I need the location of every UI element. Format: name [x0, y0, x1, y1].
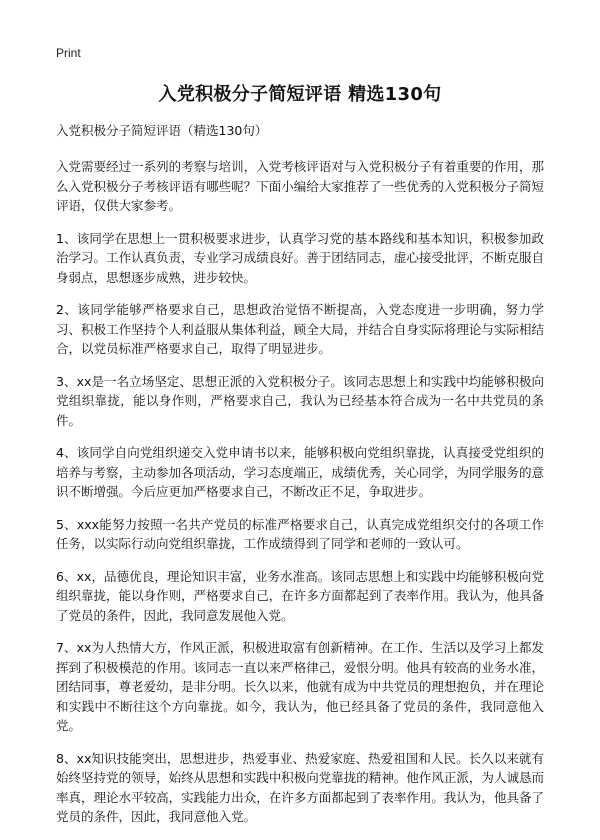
comment-item-2: 2、该同学能够严格要求自己，思想政治觉悟不断提高，入党态度进一步明确，努力学习、积极工作坚持个人利益服从集体利益，顾全大局，并结合自身实际将理论与实际相结合，以党员标准严格要求自己，取得了明显进步。 — [56, 302, 544, 356]
comment-item-5: 5、xxx能努力按照一名共产党员的标准严格要求自己，认真完成党组织交付的各项工作任务，以实际行动向党组织靠拢，工作成绩得到了同学和老师的一致认可。 — [56, 516, 544, 551]
comment-item-4: 4、该同学自向党组织递交入党申请书以来，能够积极向党组织靠拢，认真接受党组织的培养与考察，主动参加各项活动，学习态度端正，成绩优秀，关心同学，为同学服务的意识不断增强。今后应更加严格要求自己，不断改正不足，争取进步。 — [56, 445, 544, 499]
print-link[interactable]: Print — [56, 46, 81, 60]
article-subtitle: 入党积极分子简短评语（精选130句） — [56, 123, 268, 138]
comment-item-7: 7、xx为人热情大方，作风正派，积极进取富有创新精神。在工作、生活以及学习上都发挥到了积极模范的作用。该同志一直以来严格律己，爱恨分明。他具有较高的业务水准，团结同事，尊老爱幼，是非分明。长久以来，他就有成为中共党员的理想抱负，并在理论和实践中不断往这个方向靠拢。如今，我认为，他已经具备了党员的条件，我同意他入党。 — [56, 640, 544, 733]
comment-item-3: 3、xx是一名立场坚定、思想正派的入党积极分子。该同志思想上和实践中均能够积极向党组织靠拢，能以身作则，严格要求自己，我认为已经基本符合成为一名中共党员的条件。 — [56, 373, 544, 428]
comment-item-1: 1、该同学在思想上一贯积极要求进步，认真学习党的基本路线和基本知识，积极参加政治学习。工作认真负责，专业学习成绩良好。善于团结同志，虚心接受批评，不断克服自身弱点，思想逐步成熟，进步较快。 — [56, 230, 544, 285]
comment-item-8: 8、xx知识技能突出，思想进步，热爱事业、热爱家庭、热爱祖国和人民。长久以来就有始终坚持党的领导，始终从思想和实践中积极向党靠拢的精神。他作风正派，为人诚恳而率真，理论水平较高，实践能力出众，在许多方面都起到了表率作用。我认为，他具备了党员的条件，因此，我同意他入党。 — [56, 750, 544, 824]
article-body — [56, 121, 544, 840]
document-title: 入党积极分子简短评语 精选130句 — [158, 84, 442, 105]
comment-item-6: 6、xx，品德优良，理论知识丰富，业务水准高。该同志思想上和实践中均能够积极向党组织靠拢，能以身作则，严格要求自己，在许多方面都起到了表率作用。我认为，他具备了党员的条件，因此，我同意发展他入党。 — [56, 568, 544, 623]
intro-paragraph: 入党需要经过一系列的考察与培训，入党考核评语对与入党积极分子有着重要的作用，那么入党积极分子考核评语有哪些呢？下面小编给大家推荐了一些优秀的入党积极分子简短评语，仅供大家参考。 — [56, 159, 544, 213]
